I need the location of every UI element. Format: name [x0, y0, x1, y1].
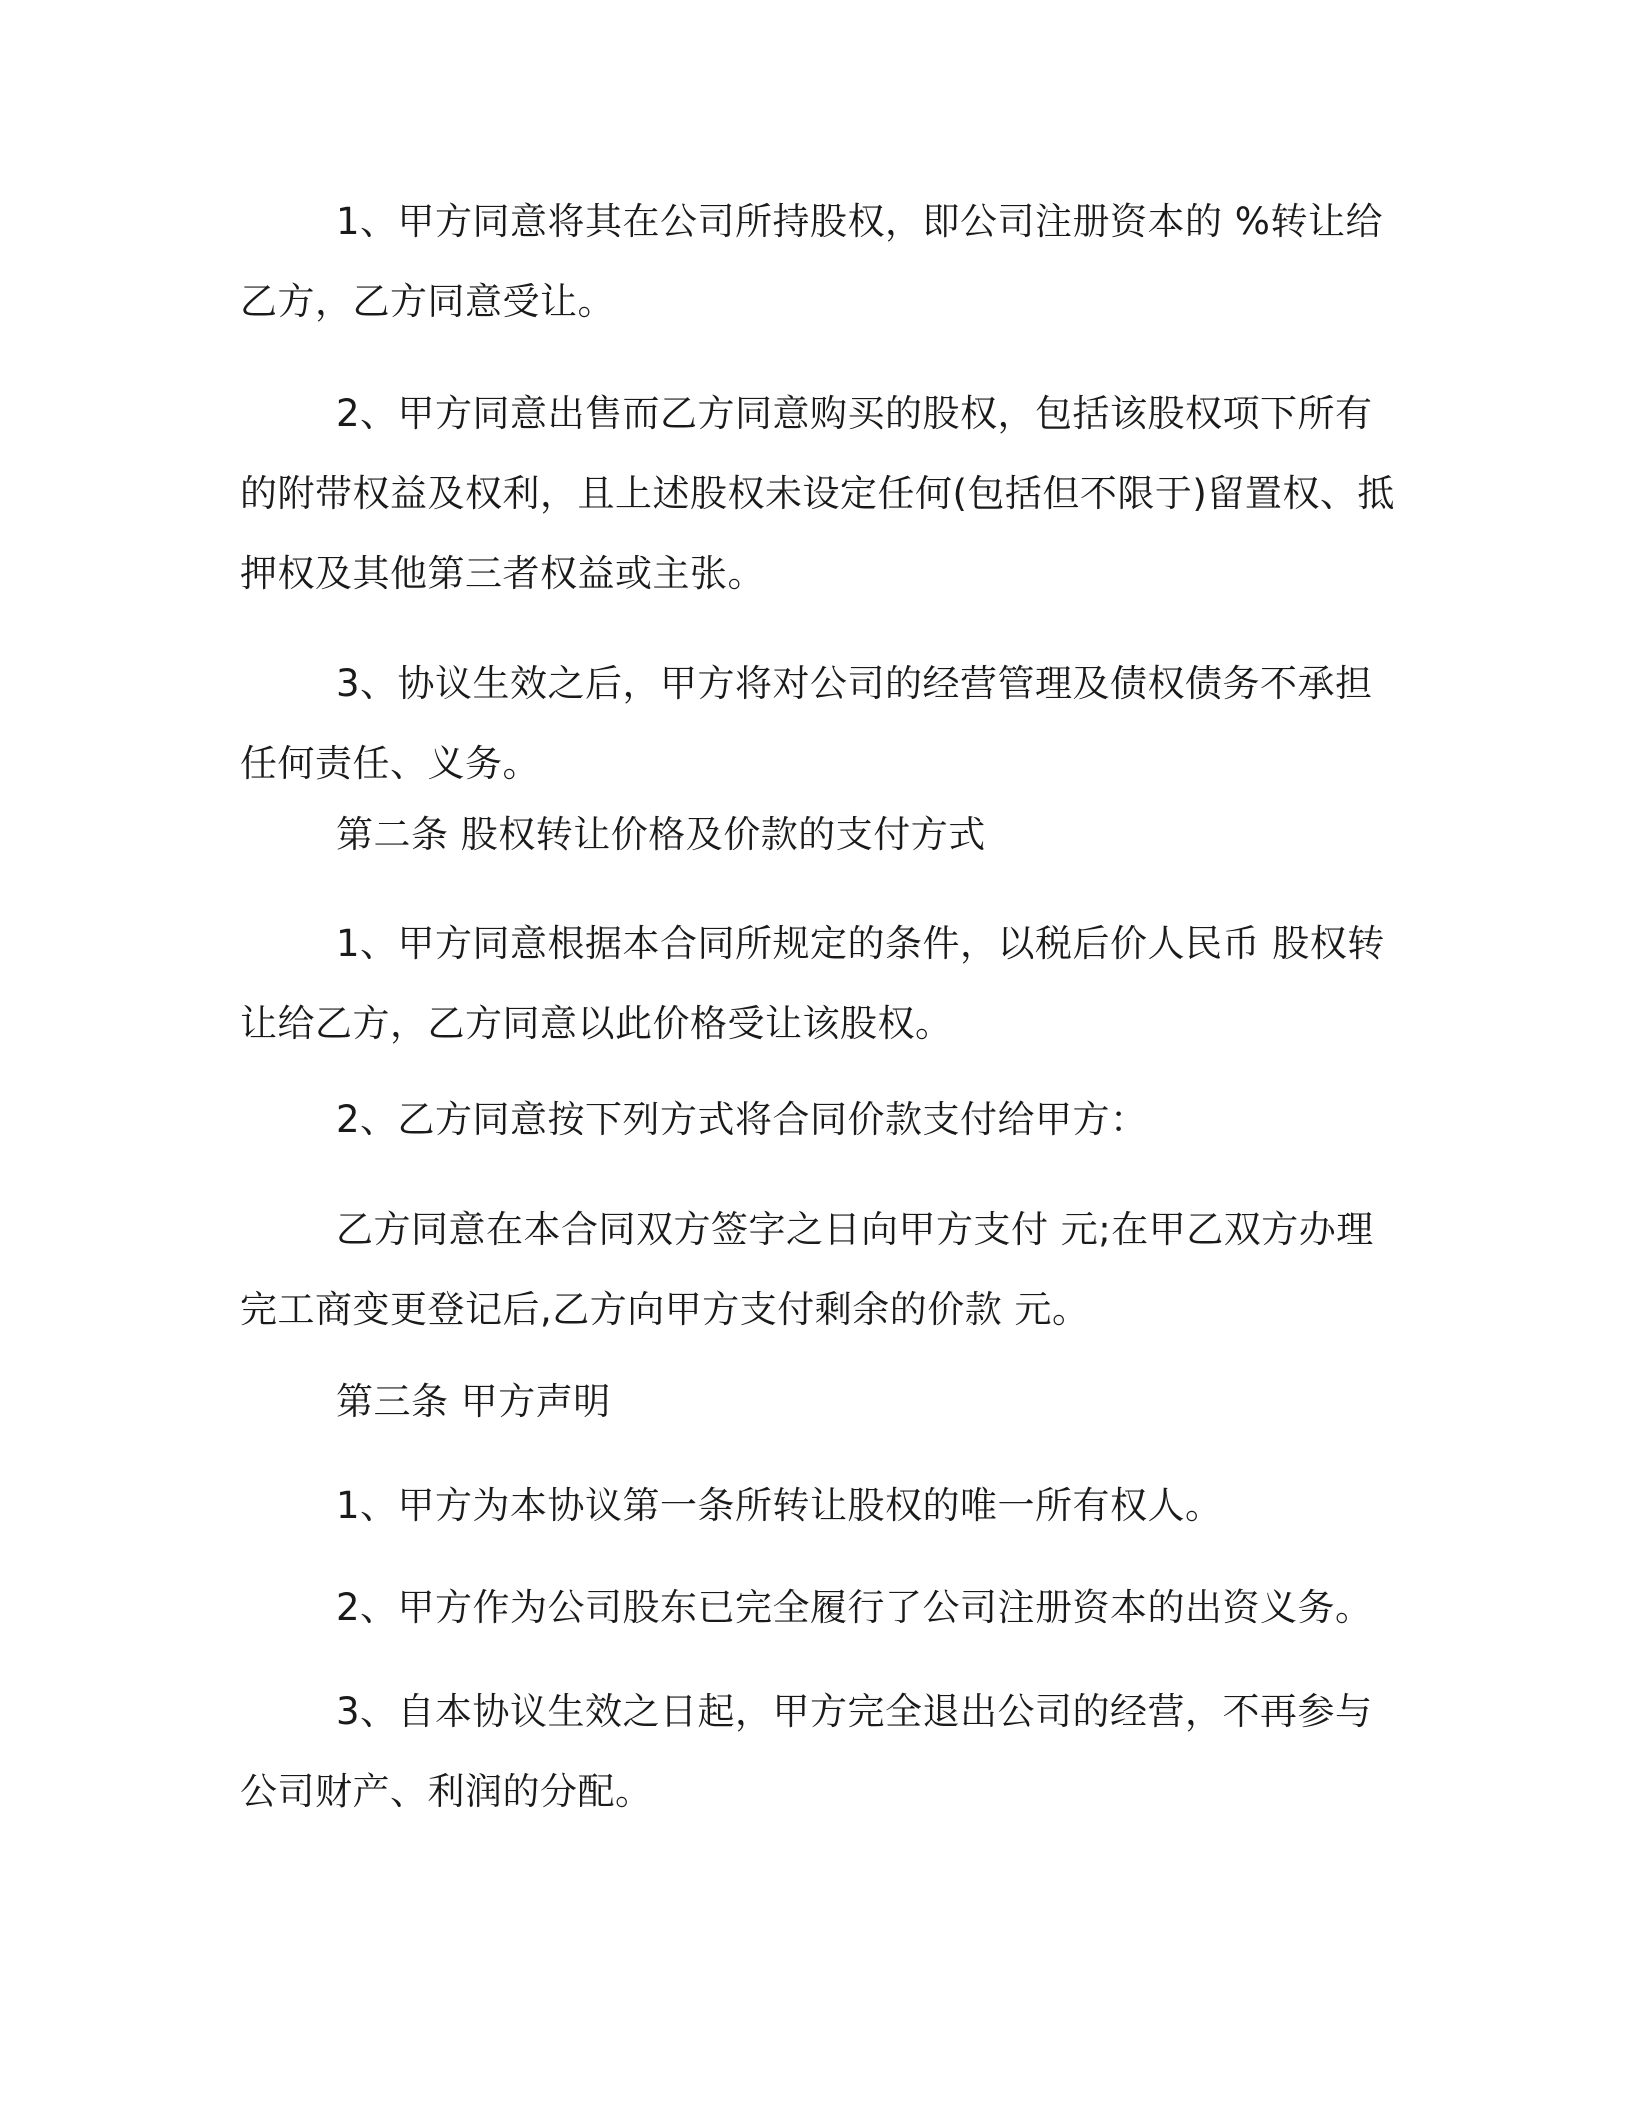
- clause-2-paragraph: 2、甲方同意出售而乙方同意购买的股权，包括该股权项下所有的附带权益及权利，且上述股权未设定任何(包括但不限于)留置权、抵押权及其他第三者权益或主张。: [240, 392, 1395, 595]
- article-3-clause-2-paragraph: 2、甲方作为公司股东已完全履行了公司注册资本的出资义务。: [336, 1586, 1373, 1629]
- article-3-clause-1-paragraph: 1、甲方为本协议第一条所转让股权的唯一所有权人。: [336, 1484, 1223, 1527]
- article-2-heading: 第二条 股权转让价格及价款的支付方式: [336, 813, 986, 856]
- clause-3-paragraph: 3、协议生效之后，甲方将对公司的经营管理及债权债务不承担任何责任、义务。: [240, 662, 1373, 785]
- article-3-heading: 第三条 甲方声明: [336, 1380, 611, 1423]
- payment-terms-paragraph: 乙方同意在本合同双方签字之日向甲方支付 元;在甲乙双方办理完工商变更登记后,乙方向甲方支付剩余的价款 元。: [240, 1208, 1374, 1331]
- article-3-clause-3-paragraph: 3、自本协议生效之日起，甲方完全退出公司的经营，不再参与公司财产、利润的分配。: [240, 1690, 1373, 1813]
- article-2-clause-2-paragraph: 2、乙方同意按下列方式将合同价款支付给甲方：: [336, 1098, 1148, 1141]
- clause-1-paragraph: 1、甲方同意将其在公司所持股权，即公司注册资本的 %转让给乙方，乙方同意受让。: [240, 200, 1383, 323]
- article-2-clause-1-paragraph: 1、甲方同意根据本合同所规定的条件，以税后价人民币 股权转让给乙方，乙方同意以此价格受让该股权。: [240, 922, 1385, 1045]
